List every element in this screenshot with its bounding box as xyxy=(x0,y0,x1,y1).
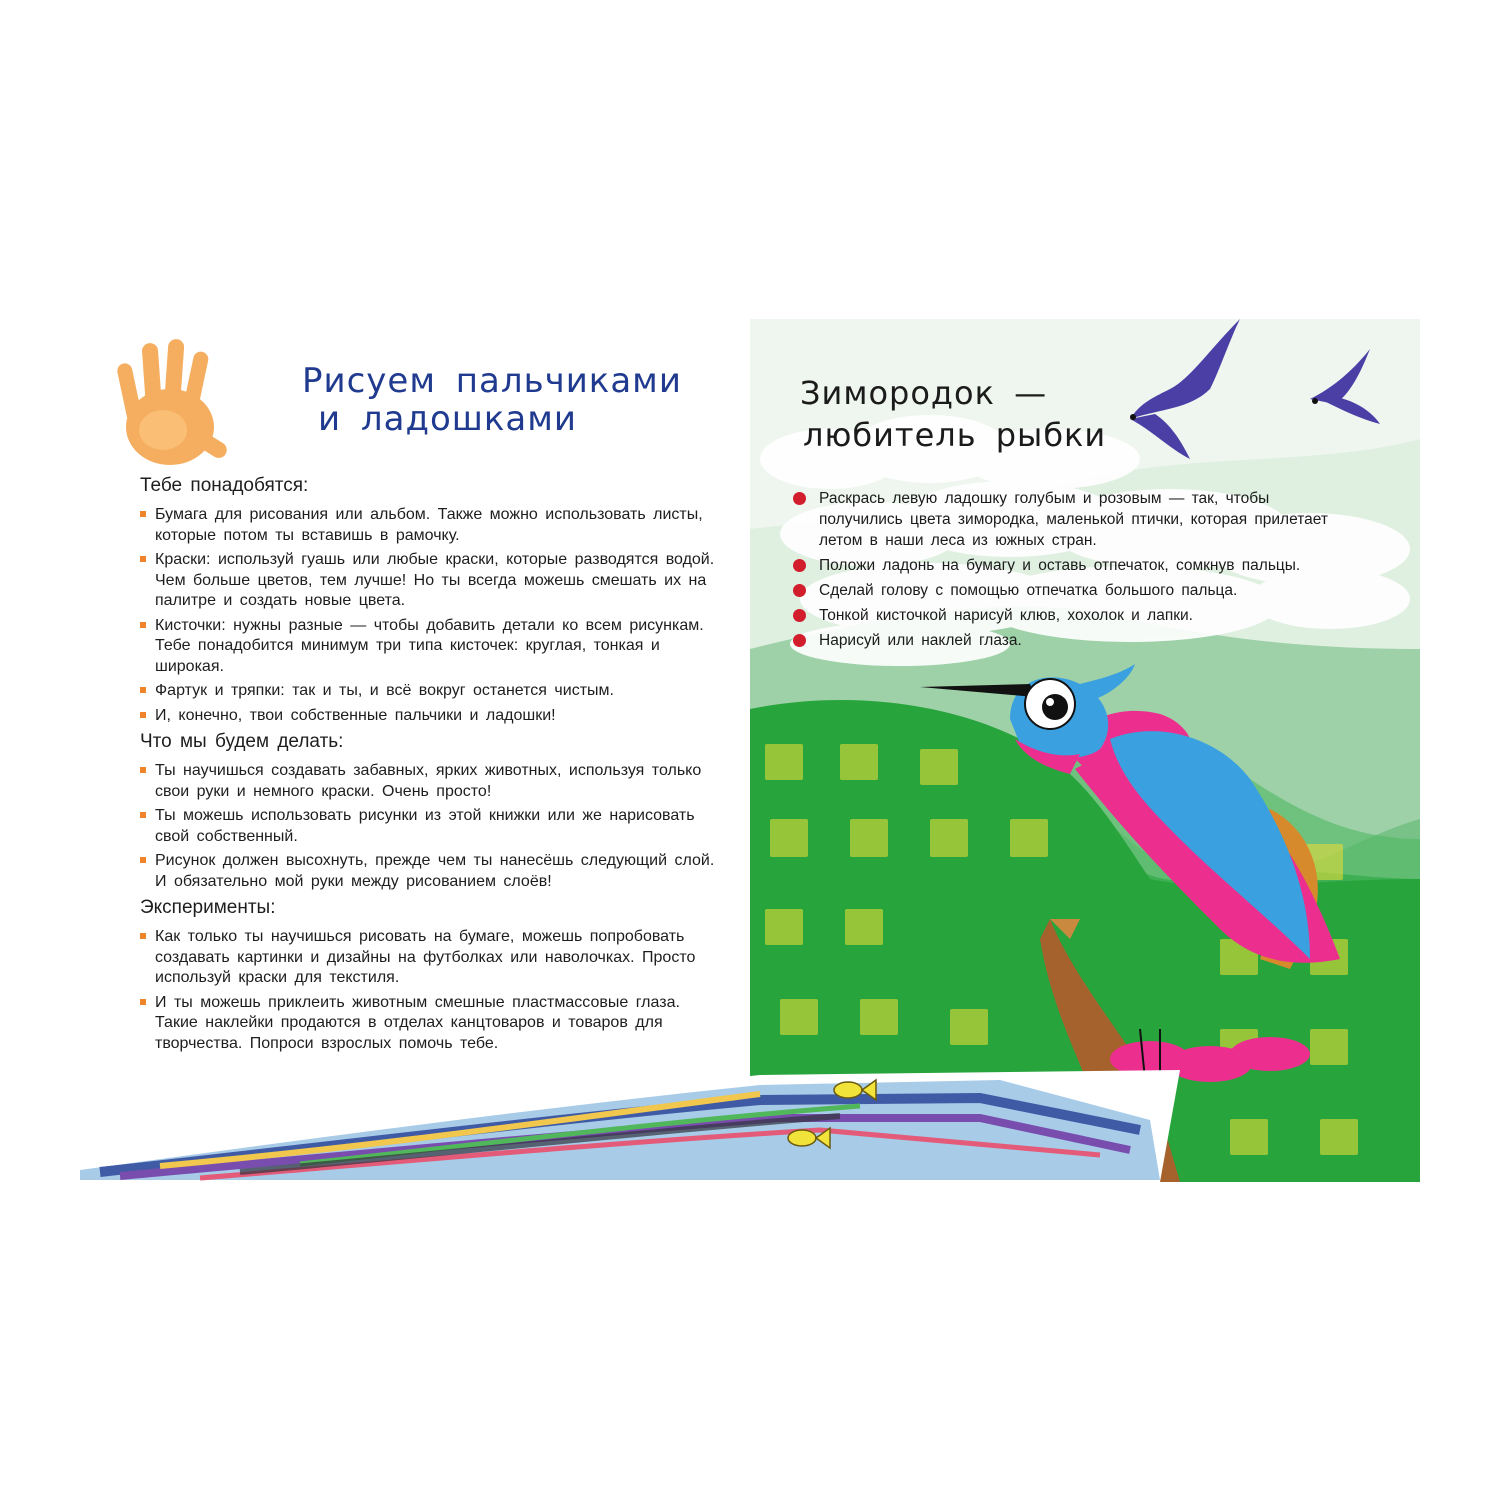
step-text: Положи ладонь на бумагу и оставь отпечаток, сомкнув пальцы. xyxy=(819,557,1301,574)
bullet-square-icon xyxy=(140,712,146,718)
step-text: Раскрась левую ладошку голубым и розовым — так, чтобы получились цвета зимородка, маленькой птички, которая прилетает летом в наши леса из южных стран. xyxy=(819,490,1328,549)
list-item xyxy=(140,681,720,702)
section-heading-materials: Тебе понадобятся: xyxy=(140,475,309,496)
list-item-text: Рисунок должен высохнуть, прежде чем ты нанесёшь следующий слой. И обязательно мой руки между рисованием слоёв! xyxy=(155,852,715,890)
bullet-square-icon xyxy=(140,933,146,939)
experiments-list xyxy=(140,927,720,1054)
orange-handprint-icon xyxy=(108,335,230,470)
left-page-title xyxy=(302,362,722,438)
section-heading-experiments: Эксперименты: xyxy=(140,897,276,918)
materials-list xyxy=(140,505,720,726)
list-item xyxy=(140,806,720,847)
list-item xyxy=(140,550,720,612)
list-item-text: Фартук и тряпки: так и ты, и всё вокруг останется чистым. xyxy=(155,682,614,699)
bullet-square-icon xyxy=(140,999,146,1005)
materials-instructions xyxy=(140,474,720,1058)
list-item-text: Ты можешь использовать рисунки из этой книжки или же нарисовать свой собственный. xyxy=(155,807,695,845)
list-item xyxy=(140,616,720,678)
step-text: Тонкой кисточкой нарисуй клюв, хохолок и лапки. xyxy=(819,607,1193,624)
step-item xyxy=(793,580,1353,601)
list-item-text: И, конечно, твои собственные пальчики и ладошки! xyxy=(155,706,556,724)
bullet-square-icon xyxy=(140,857,146,863)
list-item-text: И ты можешь приклеить животным смешные пластмассовые глаза. Такие наклейки продаются в отделах канцтоваров и товаров для творчества. Попроси взрослых помочь тебе. xyxy=(155,993,680,1052)
bullet-square-icon xyxy=(140,812,146,818)
list-item xyxy=(140,993,720,1055)
bullet-square-icon xyxy=(140,556,146,562)
right-page-title xyxy=(800,372,1120,456)
list-item-text: Ты научишься создавать забавных, ярких животных, используя только свои руки и немного краски. Очень просто! xyxy=(155,762,702,800)
plan-list xyxy=(140,761,720,892)
list-item-text: Краски: используй гуашь или любые краски, которые разводятся водой. Чем больше цветов, тем лучше! Но ты всегда можешь смешать их на палитре и создать новые цвета. xyxy=(155,551,715,609)
list-item xyxy=(140,761,720,802)
list-item xyxy=(140,706,720,727)
bullet-square-icon xyxy=(140,767,146,773)
bullet-dot-icon xyxy=(793,609,806,622)
bullet-square-icon xyxy=(140,687,146,693)
step-text: Нарисуй или наклей глаза. xyxy=(819,632,1022,649)
section-heading-plan: Что мы будем делать: xyxy=(140,731,344,752)
bullet-dot-icon xyxy=(793,584,806,597)
step-item xyxy=(793,605,1353,626)
kingfisher-steps-list xyxy=(793,488,1353,655)
bullet-square-icon xyxy=(140,622,146,628)
crayon-water-strip xyxy=(0,1060,1180,1185)
list-item xyxy=(140,505,720,546)
right-title-line1: Зимородок — xyxy=(800,374,1048,412)
bullet-dot-icon xyxy=(793,559,806,572)
list-item xyxy=(140,927,720,989)
list-item xyxy=(140,851,720,892)
list-item-text: Как только ты научишься рисовать на бумаге, можешь попробовать создавать картинки и дизайны на футболках или наволочках. Просто используй краски для текстиля. xyxy=(155,928,696,986)
bullet-square-icon xyxy=(140,511,146,517)
step-item xyxy=(793,555,1353,576)
step-text: Сделай голову с помощью отпечатка большого пальца. xyxy=(819,582,1238,599)
bullet-dot-icon xyxy=(793,634,806,647)
list-item-text: Кисточки: нужны разные — чтобы добавить детали ко всем рисункам. Тебе понадобится минимум три типа кисточек: круглая, тонкая и широкая. xyxy=(155,616,704,675)
right-title-line2: любитель рыбки xyxy=(803,416,1107,454)
step-item xyxy=(793,630,1353,651)
left-title-line2: и ладошками xyxy=(318,399,578,439)
list-item-text: Бумага для рисования или альбом. Также можно использовать листы, которые потом ты вставишь в рамочку. xyxy=(155,506,703,544)
bullet-dot-icon xyxy=(793,492,806,505)
step-item xyxy=(793,488,1353,551)
left-title-line1: Рисуем пальчиками xyxy=(302,361,682,401)
